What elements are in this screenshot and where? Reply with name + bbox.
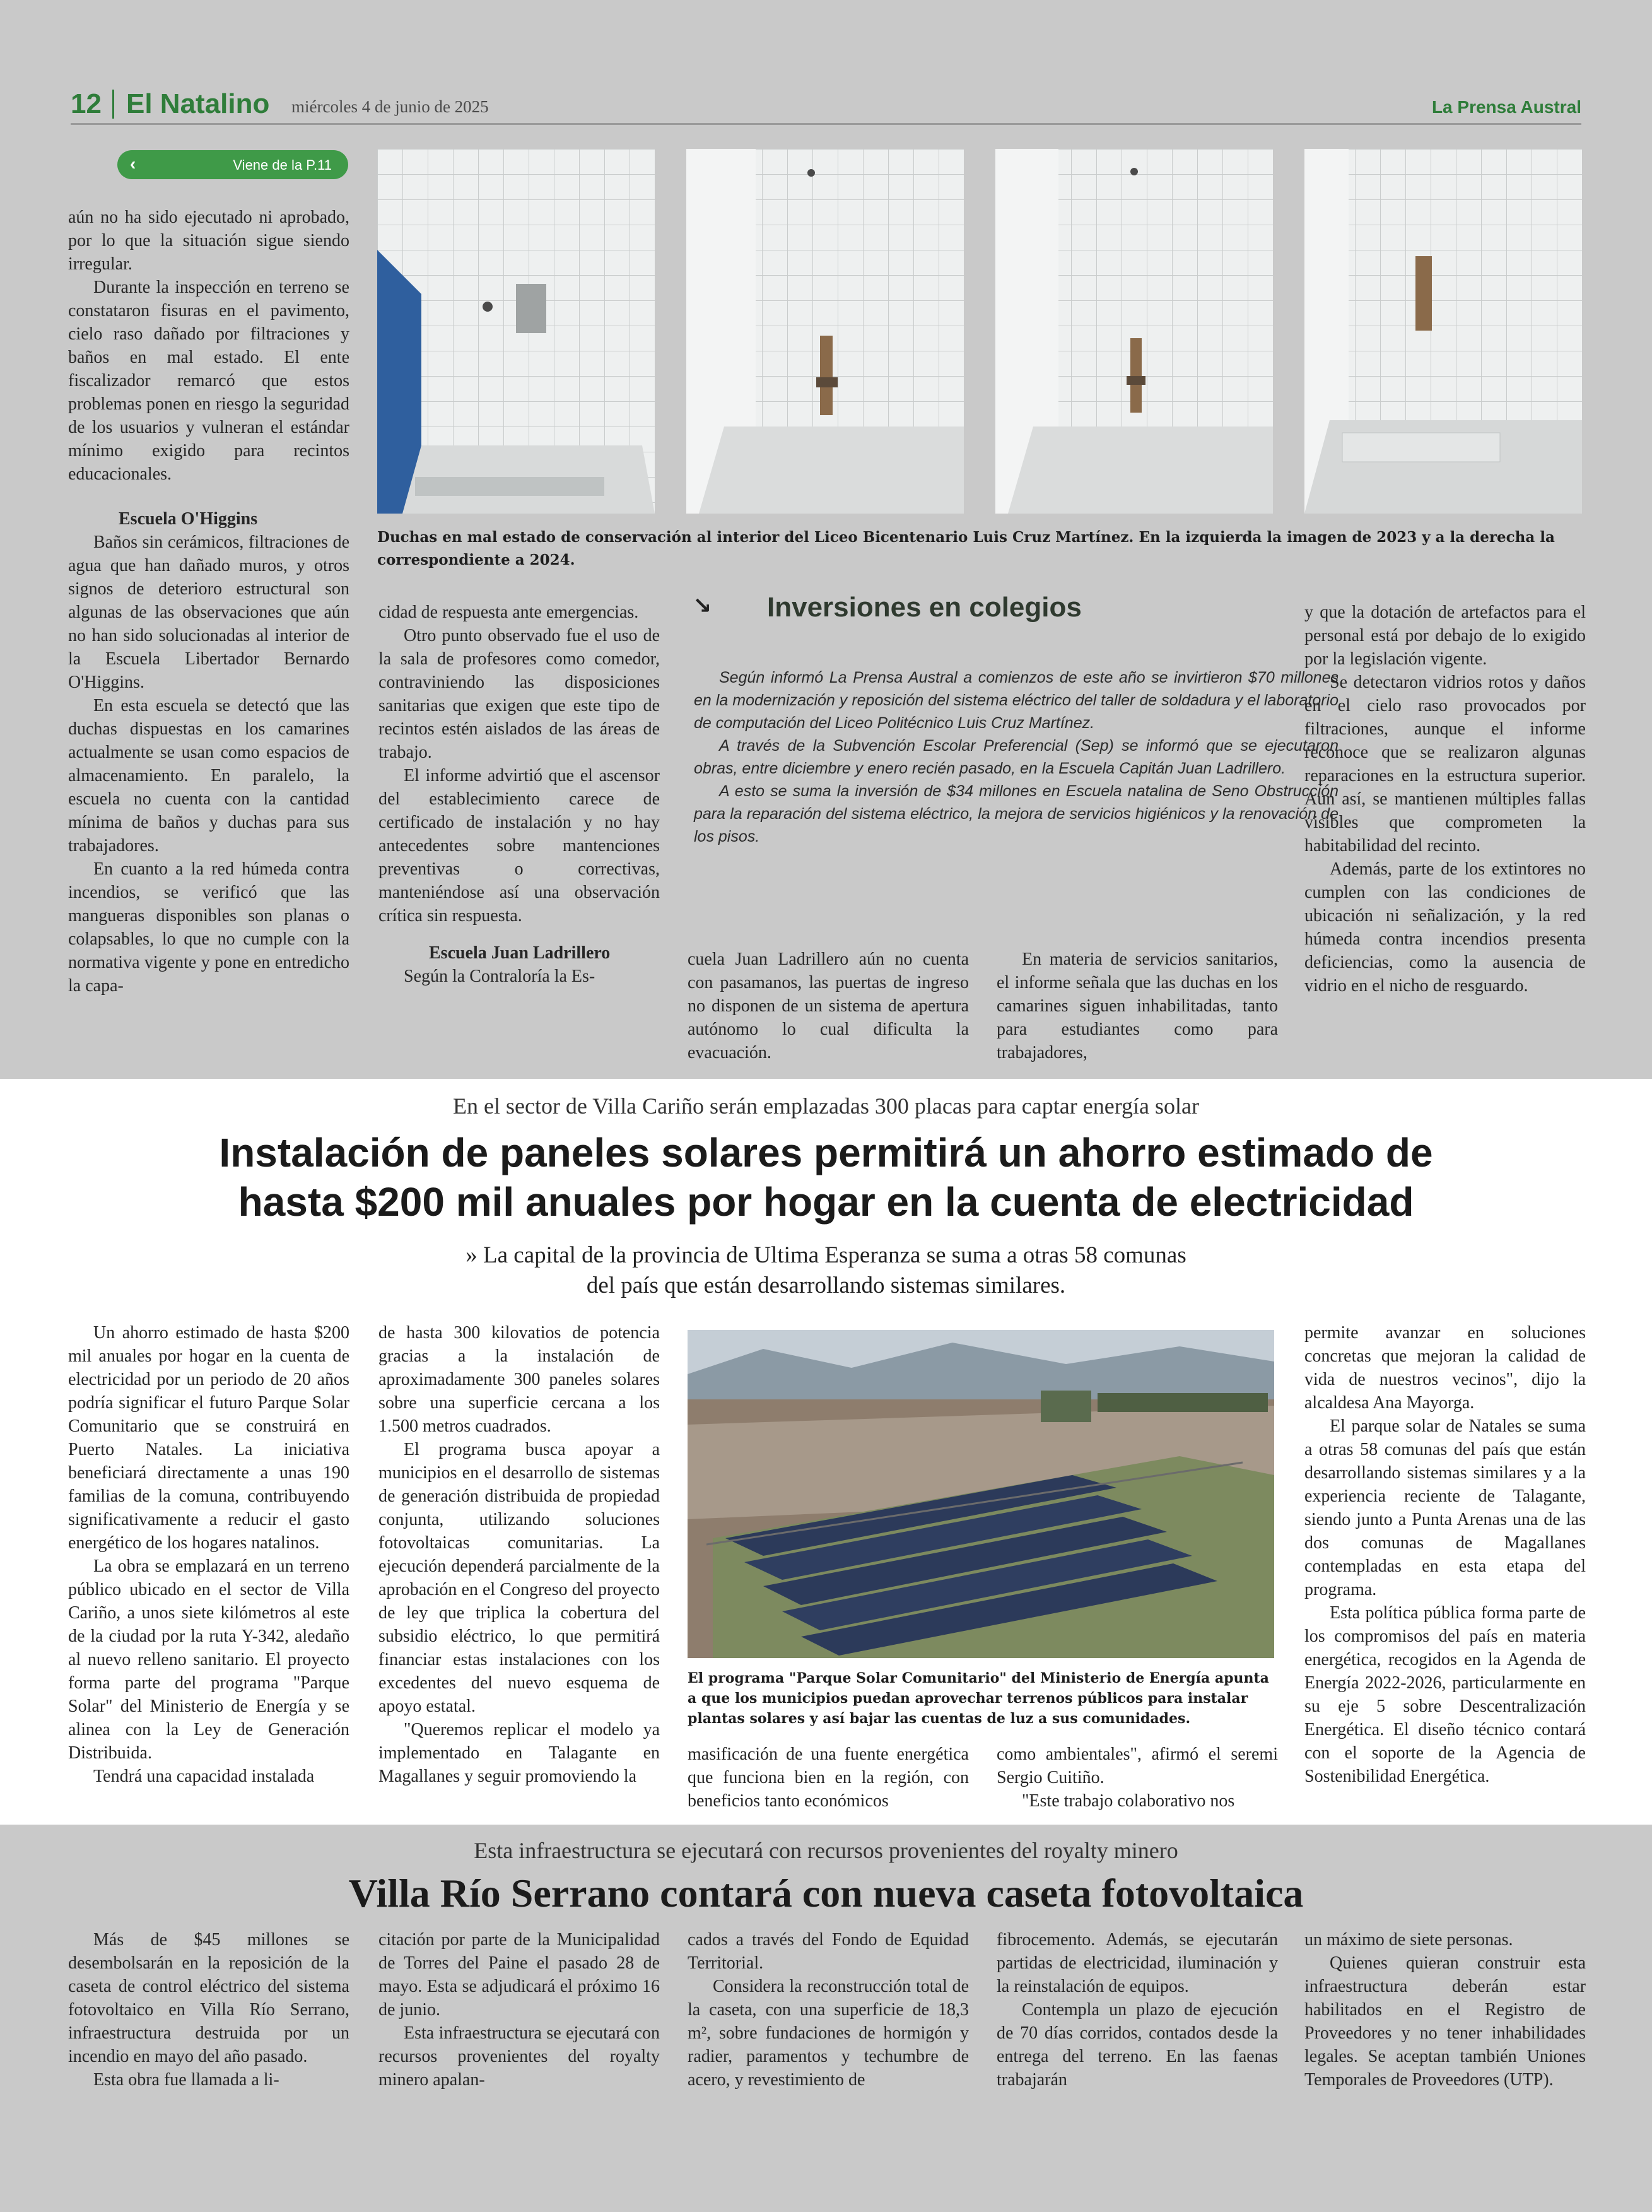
paragraph: El parque solar de Natales se suma a otras 58 comunas del país que están desarrollando sistemas similares y a la experiencia reciente de Talagante, siendo junto a Punta Arenas una de las dos comunas de Magallanes contempladas en esta etapa del programa. <box>1304 1416 1586 1599</box>
solar-headline-line-1: Instalación de paneles solares permitirá un ahorro estimado de <box>219 1130 1433 1175</box>
paragraph: Otro punto observado fue el uso de la sala de profesores como comedor, contraviniendo las disposiciones sanitarias que exigen que este tipo de recintos estén aislados de las áreas de trabajo. <box>378 626 660 762</box>
continued-from-link[interactable] <box>117 150 348 179</box>
paragraph: "Queremos replicar el modelo ya implementado en Talagante en Magallanes y seguir promoviendo la <box>378 1720 660 1786</box>
paragraph: Quienes quieran construir esta infraestructura deberán estar habilitados en el Registro de Proveedores y no tener inhabilidades legales. Se aceptan también Uniones Temporales de Proveedores (UTP). <box>1304 1953 1586 2090</box>
paragraph: En esta escuela se detectó que las duchas dispuestas en los camarines actualmente se usan como espacios de almacenamiento. En paralelo, la escuela no cuenta con la cantidad mínima de baños y duchas para sus trabajadores. <box>68 696 349 856</box>
paragraph: como ambientales", afirmó el seremi Sergio Cuitiño. <box>997 1744 1278 1787</box>
solar-article-column-1 <box>68 1321 349 1788</box>
paragraph: Contempla un plazo de ejecución de 70 días corridos, contados desde la entrega del terreno. En las faenas trabajarán <box>997 2000 1278 2090</box>
shower-photo-2023 <box>377 149 655 514</box>
top-article-column-4 <box>997 948 1278 1064</box>
arrow-down-right-icon: ↘ <box>693 593 712 619</box>
solar-article-column-3 <box>688 1743 969 1813</box>
top-article-column-2 <box>378 601 660 988</box>
paragraph: Se detectaron vidrios rotos y daños en el cielo raso provocados por filtraciones, aunque el informe reconoce que se realizaron algunas reparaciones en la estructura superior. Aun así, se mantienen múltiples fallas visibles que comprometen la habitabilidad del recinto. <box>1304 673 1586 856</box>
paragraph: El programa busca apoyar a municipios en el desarrollo de sistemas de generación distribuida de propiedad conjunta, utilizando soluciones fotovoltaicas comunitarias. La ejecución dependerá parcialmente de la aprobación en el Congreso del proyecto de ley que triplica la cobertura del subsidio eléctrico, lo que permitirá financiar estas instalaciones con los excedentes del nuevo esquema de apoyo estatal. <box>378 1440 660 1716</box>
solar-headline-line-2: hasta $200 mil anuales por hogar en la cuenta de electricidad <box>238 1179 1414 1225</box>
paragraph: A través de la Subvención Escolar Preferencial (Sep) se informó que se ejecutaron obras, entre diciembre y enero recién pasado, en la Escuela Capitán Juan Ladrillero. <box>694 737 1339 777</box>
continued-from-label: Viene de la P.11 <box>233 157 332 173</box>
paragraph: Según informó La Prensa Austral a comienzos de este año se invirtieron $70 millones en la modernización y reposición del sistema eléctrico del taller de soldadura y el laboratorio de computación del Liceo Politécnico Luis Cruz Martínez. <box>694 669 1339 732</box>
paragraph: aún no ha sido ejecutado ni aprobado, por lo que la situación sigue siendo irregular. <box>68 208 349 274</box>
top-article-column-3 <box>688 948 969 1064</box>
top-article-column-5 <box>1304 601 1586 997</box>
paragraph: Además, parte de los extintores no cumplen con las condiciones de ubicación ni señalización, y la red húmeda contra incendios presenta deficiencias, como la ausencia de vidrio en el nicho de resguardo. <box>1304 859 1586 996</box>
paragraph: La obra se emplazará en un terreno público ubicado en el sector de Villa Cariño, a unos siete kilómetros al este de la ciudad por la ruta Y-342, aledaño al nuevo relleno sanitario. El proyecto forma parte del programa "Parque Solar" del Ministerio de Energía y se alinea con la Ley de Generación Distribuida. <box>68 1556 349 1763</box>
paragraph: Durante la inspección en terreno se constataron fisuras en el pavimento, cielo raso dañado por filtraciones y baños en mal estado. El ente fiscalizador remarcó que estos problemas ponen en riesgo la seguridad de los usuarios y vulneran el estándar mínimo exigido para recintos educacionales. <box>68 278 349 484</box>
page-header <box>71 88 1581 125</box>
inversiones-title: Inversiones en colegios <box>767 592 1082 623</box>
issue-date: miércoles 4 de junio de 2025 <box>291 97 489 116</box>
paragraph: citación por parte de la Municipalidad de Torres del Paine el pasado 28 de mayo. Esta se adjudicará el próximo 16 de junio. <box>378 1930 660 2020</box>
caseta-article-column-5 <box>1304 1928 1586 2091</box>
caseta-headline: Villa Río Serrano contará con nueva caseta fotovoltaica <box>348 1871 1304 1915</box>
inversiones-box-title <box>682 589 1288 623</box>
paragraph: cados a través del Fondo de Equidad Territorial. <box>688 1930 969 1973</box>
shower-photo-2024-1 <box>686 149 964 514</box>
paragraph: permite avanzar en soluciones concretas que mejoran la calidad de vida de nuestros vecinos", dijo la alcaldesa Ana Mayorga. <box>1304 1323 1586 1413</box>
inversiones-box-body <box>694 666 1339 848</box>
solar-deck-line-2: del país que están desarrollando sistemas similares. <box>586 1273 1066 1298</box>
paragraph: Baños sin cerámicos, filtraciones de agua que han dañado muros, y otros signos de deterioro estructural son algunas de las observaciones que aún no han sido solucionadas al interior de la Escuela Libertador Bernardo O'Higgins. <box>68 532 349 692</box>
paragraph: Esta política pública forma parte de los compromisos del país en materia energética, recogidos en la Agenda de Energía 2022-2026, particularmente en su eje 5 sobre Descentralización Energética. El diseño técnico contará con el soporte de la Agencia de Sostenibilidad Energética. <box>1304 1603 1586 1786</box>
paragraph: fibrocemento. Además, se ejecutarán partidas de electricidad, iluminación y la reinstalación de equipos. <box>997 1930 1278 1996</box>
shower-photo-caption: Duchas en mal estado de conservación al interior del Liceo Bicentenario Luis Cruz Martínez. En la izquierda la imagen de 2023 y a la derecha la correspondiente a 2024. <box>377 529 1555 568</box>
solar-photo-caption: El programa "Parque Solar Comunitario" del Ministerio de Energía apunta a que los municipios puedan aprovechar terrenos públicos para instalar plantas solares y así bajar las cuentas de luz a sus comunidades. <box>688 1670 1269 1727</box>
paragraph: A esto se suma la inversión de $34 millones en Escuela natalina de Seno Obstrucción para la reparación del sistema eléctrico, la mejora de servicios higiénicos y la renovación de los pisos. <box>694 782 1339 845</box>
paragraph: Más de $45 millones se desembolsarán en la reposición de la caseta de control eléctrico del sistema fotovoltaico en Villa Río Serrano, infraestructura destruida por un incendio en mayo del año pasado. <box>68 1930 349 2066</box>
solar-kicker: En el sector de Villa Cariño serán emplazadas 300 placas para captar energía solar <box>453 1093 1199 1119</box>
chevrons-right-icon: » <box>466 1242 477 1268</box>
paragraph: "Este trabajo colaborativo nos <box>1022 1791 1235 1811</box>
top-article-column-1 <box>68 206 349 997</box>
page-number: 12 <box>71 88 102 119</box>
paragraph: Considera la reconstrucción total de la caseta, con una superficie de 18,3 m², sobre fundaciones de hormigón y radier, paramentos y techumbre de acero, y revestimiento de <box>688 1977 969 2090</box>
section-name: El Natalino <box>126 88 270 119</box>
paragraph: un máximo de siete personas. <box>1304 1930 1513 1950</box>
caseta-kicker: Esta infraestructura se ejecutará con recursos provenientes del royalty minero <box>474 1838 1178 1863</box>
paragraph: Un ahorro estimado de hasta $200 mil anuales por hogar en la cuenta de electricidad por un periodo de 20 años podría significar el futuro Parque Solar Comunitario que se construirá en Puerto Natales. La iniciativa beneficiará directamente a unas 190 familias de la comuna, contribuyendo significativamente a reducir el gasto energético de los hogares natalinos. <box>68 1323 349 1553</box>
solar-article-column-4 <box>997 1743 1278 1813</box>
solar-deck-line-1 <box>0 1240 1652 1271</box>
subhead-escuela-ohiggins: Escuela O'Higgins <box>119 509 258 529</box>
subhead-escuela-juan-ladrillero: Escuela Juan Ladrillero <box>429 943 611 963</box>
paragraph: de hasta 300 kilovatios de potencia gracias a la instalación de aproximadamente 300 paneles solares sobre una superficie cercana a los 1.500 metros cuadrados. <box>378 1323 660 1436</box>
caseta-article-column-4 <box>997 1928 1278 2091</box>
chevron-left-icon: ‹ <box>130 154 136 174</box>
header-divider <box>112 90 114 119</box>
paragraph: cidad de respuesta ante emergencias. <box>378 603 639 622</box>
publication-name: La Prensa Austral <box>1431 97 1581 117</box>
caseta-article-column-2 <box>378 1928 660 2091</box>
paragraph: Esta obra fue llamada a li- <box>93 2070 279 2090</box>
paragraph: En materia de servicios sanitarios, el informe señala que las duchas en los camarines siguen inhabilitadas, tanto para estudiantes como para trabajadores, <box>997 950 1278 1062</box>
paragraph: El informe advirtió que el ascensor del establecimiento carece de certificado de instalación y no hay antecedentes sobre mantenciones preventivas o correctivas, manteniéndose así una observación crítica sin respuesta. <box>378 766 660 926</box>
paragraph: Tendrá una capacidad instalada <box>93 1767 315 1786</box>
paragraph: En cuanto a la red húmeda contra incendios, se verificó que las mangueras disponibles son planas o colapsables, lo que no cumple con la normativa vigente y pone en entredicho la capa- <box>68 859 349 996</box>
solar-article-column-5 <box>1304 1321 1586 1788</box>
shower-photo-2024-2 <box>995 149 1273 514</box>
caseta-article-column-3 <box>688 1928 969 2091</box>
solar-deck-text-1: La capital de la provincia de Ultima Esperanza se suma a otras 58 comunas <box>483 1242 1186 1268</box>
paragraph: y que la dotación de artefactos para el personal está por debajo de lo exigido por la legislación vigente. <box>1304 603 1586 669</box>
solar-article-column-2 <box>378 1321 660 1788</box>
solar-park-photo <box>688 1330 1274 1658</box>
shower-photo-2024-3 <box>1304 149 1582 514</box>
paragraph: Según la Contraloría la Es- <box>404 967 595 986</box>
paragraph: cuela Juan Ladrillero aún no cuenta con pasamanos, las puertas de ingreso no disponen de un sistema de apertura autónomo lo cual dificulta la evacuación. <box>688 950 969 1062</box>
caseta-article-column-1 <box>68 1928 349 2091</box>
paragraph: masificación de una fuente energética que funciona bien en la región, con beneficios tanto económicos <box>688 1744 969 1811</box>
paragraph: Esta infraestructura se ejecutará con recursos provenientes del royalty minero apalan- <box>378 2023 660 2090</box>
